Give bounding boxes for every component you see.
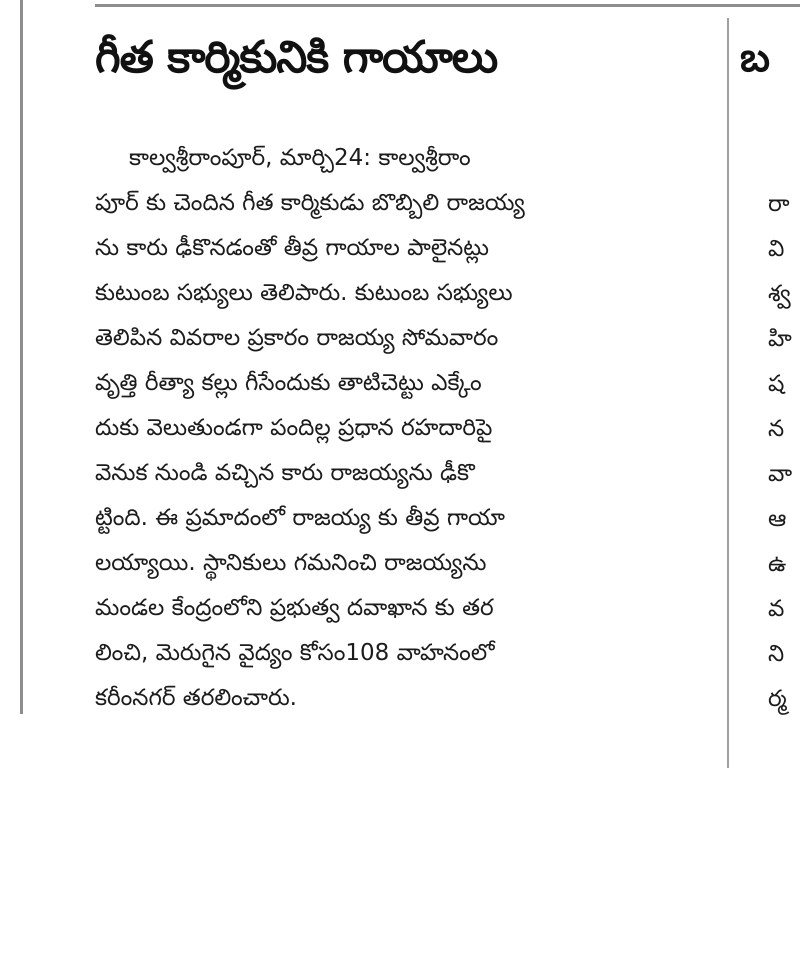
next-column-line-fragment: రా <box>768 191 790 217</box>
next-column-line-fragment: వ <box>768 596 785 622</box>
article-line: తెలిపిన వివరాల ప్రకారం రాజయ్య సోమవారం <box>95 325 499 351</box>
next-column-line-fragment: ఆ <box>768 506 787 532</box>
article-line: వృత్తి రీత్యా కల్లు గీసేందుకు తాటిచెట్టు ఎక్కేం <box>95 370 482 396</box>
article-line: పూర్ కు చెందిన గీత కార్మికుడు బొబ్బిలి రాజయ్య <box>95 190 525 216</box>
top-rule <box>95 4 800 7</box>
article-body <box>95 136 710 721</box>
next-column-line-fragment: ర్మ <box>768 686 787 712</box>
article-line: మండల కేంద్రంలోని ప్రభుత్వ దవాఖాన కు తర <box>95 595 494 621</box>
left-column-rule <box>20 0 23 714</box>
article-headline: గీత కార్మికునికి గాయాలు <box>95 32 498 83</box>
next-column-line-fragment: ఉ <box>768 551 787 577</box>
next-column-line-fragment: న <box>768 416 785 442</box>
next-column-line-fragment: శ్వ <box>768 281 791 307</box>
article-line: కుటుంబ సభ్యులు తెలిపారు. కుటుంబ సభ్యులు <box>95 280 513 306</box>
article-line: ట్టింది. ఈ ప్రమాదంలో రాజయ్య కు తీవ్ర గాయా <box>95 505 506 531</box>
article-line: లయ్యాయి. స్థానికులు గమనించి రాజయ్యను <box>95 550 487 576</box>
next-column-line-fragment: హి <box>768 326 792 352</box>
article-line: దుకు వెలుతుండగా పందిల్ల ప్రధాన రహదారిపై <box>95 415 493 441</box>
article-line: ను కారు ఢీకొనడంతో తీవ్ర గాయాల పాలైనట్లు <box>95 235 489 261</box>
next-column-line-fragment: ష <box>768 371 785 397</box>
article-line: లించి, మెరుగైన వైద్యం కోసం108 వాహనంలో <box>95 640 495 666</box>
column-divider <box>727 18 729 768</box>
next-article-column <box>768 182 800 722</box>
article-line: కరీంనగర్ తరలించారు. <box>95 685 297 711</box>
next-column-line-fragment: ని <box>768 641 785 667</box>
next-column-line-fragment: వి <box>768 236 785 262</box>
next-article-headline-fragment: బ <box>740 35 770 81</box>
next-column-line-fragment: వా <box>768 461 793 487</box>
article-line: కాల్వశ్రీరాంపూర్, మార్చి24: కాల్వశ్రీరాం <box>129 145 471 171</box>
article-line: వెనుక నుండి వచ్చిన కారు రాజయ్యను ఢీకొ <box>95 460 475 486</box>
